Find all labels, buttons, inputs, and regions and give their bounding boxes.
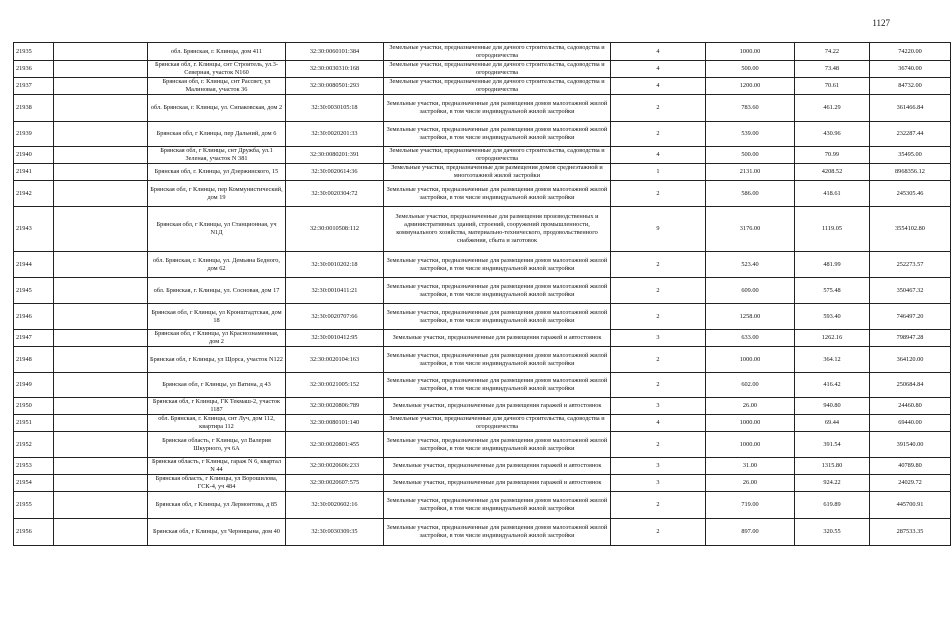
cadastral-number-cell: 32:30:0060101:384 [286, 43, 384, 61]
area-cell: 31.00 [706, 458, 795, 475]
empty-cell [54, 278, 148, 304]
empty-cell [54, 398, 148, 415]
table-row [14, 432, 951, 458]
specific-value-cell: 593.40 [795, 304, 870, 330]
specific-value-cell: 69.44 [795, 415, 870, 432]
empty-cell [54, 147, 148, 164]
table-row [14, 95, 951, 122]
cadastral-number-cell: 32:30:0030310:168 [286, 61, 384, 78]
cadastral-number-cell: 32:30:0080501:293 [286, 78, 384, 95]
specific-value-cell: 73.48 [795, 61, 870, 78]
table-row [14, 278, 951, 304]
area-cell: 1000.00 [706, 43, 795, 61]
land-use-cell: Земельные участки, предназначенные для дачного строительства, садоводства и огородничества [384, 61, 611, 78]
use-group-code-cell: 2 [611, 304, 706, 330]
address-cell: Брянская обл, г Клинцы, пер Дальний, дом 6 [148, 122, 286, 147]
area-cell: 719.00 [706, 492, 795, 519]
table-row [14, 78, 951, 95]
specific-value-cell: 320.55 [795, 519, 870, 546]
cadastral-number-cell: 32:30:0020104:163 [286, 347, 384, 373]
land-use-cell: Земельные участки, предназначенные для размещения гаражей и автостоянок [384, 330, 611, 347]
table-row [14, 398, 951, 415]
cadastral-value-cell: 74220.00 [870, 43, 951, 61]
use-group-code-cell: 4 [611, 43, 706, 61]
record-number-cell: 21948 [14, 347, 54, 373]
cadastral-number-cell: 32:30:0010411:21 [286, 278, 384, 304]
record-number-cell: 21944 [14, 252, 54, 278]
specific-value-cell: 430.96 [795, 122, 870, 147]
empty-cell [54, 304, 148, 330]
area-cell: 500.00 [706, 147, 795, 164]
use-group-code-cell: 3 [611, 458, 706, 475]
land-use-cell: Земельные участки, предназначенные для дачного строительства, садоводства и огородничества [384, 43, 611, 61]
cadastral-value-cell: 245305.46 [870, 181, 951, 207]
empty-cell [54, 519, 148, 546]
specific-value-cell: 416.42 [795, 373, 870, 398]
record-number-cell: 21938 [14, 95, 54, 122]
record-number-cell: 21956 [14, 519, 54, 546]
address-cell: Брянская область, г Клинцы, ул Ворошилова, ГСК-4, уч 484 [148, 475, 286, 492]
cadastral-registry-table [13, 42, 951, 546]
use-group-code-cell: 2 [611, 432, 706, 458]
table-row [14, 347, 951, 373]
address-cell: Брянская обл, г Клинцы, ГК Текмаш-2, участок 1187 [148, 398, 286, 415]
record-number-cell: 21940 [14, 147, 54, 164]
use-group-code-cell: 2 [611, 519, 706, 546]
land-use-cell: Земельные участки, предназначенные для размещения домов малоэтажной жилой застройки, в том числе индивидуальной жилой застройки [384, 95, 611, 122]
address-cell: Брянская обл, г Клинцы, ул Станционная, уч N1Д [148, 207, 286, 252]
area-cell: 523.40 [706, 252, 795, 278]
land-use-cell: Земельные участки, предназначенные для размещения домов малоэтажной жилой застройки, в том числе индивидуальной жилой застройки [384, 432, 611, 458]
record-number-cell: 21949 [14, 373, 54, 398]
empty-cell [54, 458, 148, 475]
use-group-code-cell: 4 [611, 78, 706, 95]
use-group-code-cell: 4 [611, 61, 706, 78]
cadastral-value-cell: 252273.57 [870, 252, 951, 278]
use-group-code-cell: 3 [611, 475, 706, 492]
cadastral-number-cell: 32:30:0020806:789 [286, 398, 384, 415]
empty-cell [54, 43, 148, 61]
specific-value-cell: 940.80 [795, 398, 870, 415]
empty-cell [54, 475, 148, 492]
empty-cell [54, 415, 148, 432]
cadastral-number-cell: 32:30:0080201:391 [286, 147, 384, 164]
land-use-cell: Земельные участки, предназначенные для дачного строительства, садоводства и огородничества [384, 78, 611, 95]
land-use-cell: Земельные участки, предназначенные для размещения домов среднеэтажной и многоэтажной жилой застройки [384, 164, 611, 181]
cadastral-value-cell: 3554102.80 [870, 207, 951, 252]
address-cell: Брянская обл, г Клинцы, ул Лермонтова, д 85 [148, 492, 286, 519]
address-cell: обл. Брянская, г. Клинцы, ул. Сипаковская, дом 2 [148, 95, 286, 122]
page-number: 1127 [872, 18, 890, 28]
cadastral-value-cell: 391540.00 [870, 432, 951, 458]
area-cell: 897.00 [706, 519, 795, 546]
cadastral-value-cell: 69440.00 [870, 415, 951, 432]
cadastral-number-cell: 32:30:0030105:18 [286, 95, 384, 122]
cadastral-value-cell: 24460.80 [870, 398, 951, 415]
empty-cell [54, 347, 148, 373]
land-use-cell: Земельные участки, предназначенные для размещения домов малоэтажной жилой застройки, в том числе индивидуальной жилой застройки [384, 492, 611, 519]
use-group-code-cell: 2 [611, 492, 706, 519]
record-number-cell: 21950 [14, 398, 54, 415]
table-row [14, 415, 951, 432]
land-use-cell: Земельные участки, предназначенные для размещения домов малоэтажной жилой застройки, в том числе индивидуальной жилой застройки [384, 347, 611, 373]
area-cell: 2131.00 [706, 164, 795, 181]
cadastral-number-cell: 32:30:0020304:72 [286, 181, 384, 207]
specific-value-cell: 391.54 [795, 432, 870, 458]
address-cell: Брянская обл, г Клинцы, ул Краснознаменная, дом 2 [148, 330, 286, 347]
land-use-cell: Земельные участки, предназначенные для размещения производственных и административных зданий, строений, сооружений промышленности, коммунального хозяйства, материально-технического, продовольственного снабжения, сбыта и заготовок [384, 207, 611, 252]
record-number-cell: 21945 [14, 278, 54, 304]
record-number-cell: 21941 [14, 164, 54, 181]
use-group-code-cell: 3 [611, 398, 706, 415]
address-cell: Брянская область, г Клинцы, ул Валерия Шкурного, уч 6А [148, 432, 286, 458]
address-cell: Брянская обл, г Клинцы, снт Дружба, ул.1 Зеленая, участок N 381 [148, 147, 286, 164]
use-group-code-cell: 2 [611, 181, 706, 207]
area-cell: 586.00 [706, 181, 795, 207]
record-number-cell: 21954 [14, 475, 54, 492]
empty-cell [54, 492, 148, 519]
table-row [14, 475, 951, 492]
land-use-cell: Земельные участки, предназначенные для размещения домов малоэтажной жилой застройки, в том числе индивидуальной жилой застройки [384, 252, 611, 278]
cadastral-number-cell: 32:30:0010412:95 [286, 330, 384, 347]
cadastral-value-cell: 8968356.12 [870, 164, 951, 181]
record-number-cell: 21953 [14, 458, 54, 475]
area-cell: 3176.00 [706, 207, 795, 252]
table-row [14, 61, 951, 78]
land-use-cell: Земельные участки, предназначенные для размещения гаражей и автостоянок [384, 398, 611, 415]
area-cell: 633.00 [706, 330, 795, 347]
specific-value-cell: 461.29 [795, 95, 870, 122]
empty-cell [54, 95, 148, 122]
table-row [14, 43, 951, 61]
cadastral-number-cell: 32:30:0020707:66 [286, 304, 384, 330]
record-number-cell: 21935 [14, 43, 54, 61]
cadastral-value-cell: 350467.32 [870, 278, 951, 304]
record-number-cell: 21943 [14, 207, 54, 252]
area-cell: 1000.00 [706, 415, 795, 432]
address-cell: Брянская обл, г. Клинцы, ул Дзержинского, 15 [148, 164, 286, 181]
cadastral-value-cell: 287533.35 [870, 519, 951, 546]
table-row [14, 330, 951, 347]
specific-value-cell: 575.48 [795, 278, 870, 304]
empty-cell [54, 61, 148, 78]
address-cell: Брянская обл, г Клинцы, ул Кронштадтская, дом 18 [148, 304, 286, 330]
use-group-code-cell: 4 [611, 415, 706, 432]
specific-value-cell: 70.99 [795, 147, 870, 164]
land-use-cell: Земельные участки, предназначенные для размещения домов малоэтажной жилой застройки, в том числе индивидуальной жилой застройки [384, 181, 611, 207]
use-group-code-cell: 2 [611, 278, 706, 304]
empty-cell [54, 207, 148, 252]
cadastral-value-cell: 798947.28 [870, 330, 951, 347]
cadastral-number-cell: 32:30:0020602:16 [286, 492, 384, 519]
specific-value-cell: 418.61 [795, 181, 870, 207]
cadastral-value-cell: 250684.84 [870, 373, 951, 398]
record-number-cell: 21951 [14, 415, 54, 432]
land-use-cell: Земельные участки, предназначенные для размещения домов малоэтажной жилой застройки, в том числе индивидуальной жилой застройки [384, 373, 611, 398]
table-row [14, 304, 951, 330]
address-cell: обл. Брянская, г. Клинцы, ул. Демьяна Бедного, дом 62 [148, 252, 286, 278]
table-row [14, 458, 951, 475]
empty-cell [54, 181, 148, 207]
area-cell: 609.00 [706, 278, 795, 304]
table-row [14, 519, 951, 546]
cadastral-value-cell: 232287.44 [870, 122, 951, 147]
area-cell: 539.00 [706, 122, 795, 147]
land-use-cell: Земельные участки, предназначенные для дачного строительства, садоводства и огородничества [384, 147, 611, 164]
address-cell: Брянская обл, г Клинцы, ул Щорса, участок N122 [148, 347, 286, 373]
area-cell: 1000.00 [706, 347, 795, 373]
empty-cell [54, 78, 148, 95]
address-cell: Брянская обл, г Клинцы, ул Черницына, дом 40 [148, 519, 286, 546]
area-cell: 1258.00 [706, 304, 795, 330]
cadastral-number-cell: 32:30:0020201:33 [286, 122, 384, 147]
specific-value-cell: 364.12 [795, 347, 870, 373]
use-group-code-cell: 2 [611, 122, 706, 147]
land-use-cell: Земельные участки, предназначенные для размещения гаражей и автостоянок [384, 458, 611, 475]
specific-value-cell: 74.22 [795, 43, 870, 61]
record-number-cell: 21946 [14, 304, 54, 330]
record-number-cell: 21937 [14, 78, 54, 95]
table-row [14, 122, 951, 147]
land-use-cell: Земельные участки, предназначенные для размещения домов малоэтажной жилой застройки, в том числе индивидуальной жилой застройки [384, 304, 611, 330]
specific-value-cell: 481.99 [795, 252, 870, 278]
land-use-cell: Земельные участки, предназначенные для размещения домов малоэтажной жилой застройки, в том числе индивидуальной жилой застройки [384, 122, 611, 147]
cadastral-number-cell: 32:30:0021005:152 [286, 373, 384, 398]
registry-table-body [14, 43, 951, 546]
area-cell: 783.60 [706, 95, 795, 122]
record-number-cell: 21942 [14, 181, 54, 207]
use-group-code-cell: 2 [611, 373, 706, 398]
cadastral-number-cell: 32:30:0020614:36 [286, 164, 384, 181]
area-cell: 1200.00 [706, 78, 795, 95]
area-cell: 26.00 [706, 398, 795, 415]
table-row [14, 207, 951, 252]
cadastral-number-cell: 32:30:0020607:575 [286, 475, 384, 492]
use-group-code-cell: 2 [611, 95, 706, 122]
record-number-cell: 21947 [14, 330, 54, 347]
address-cell: Брянская обл, г Клинцы, пер Коммунистический, дом 19 [148, 181, 286, 207]
table-row [14, 164, 951, 181]
address-cell: Брянская обл, г. Клинцы, снт Рассвет, ул Малиновая, участок 36 [148, 78, 286, 95]
address-cell: обл. Брянская, г. Клинцы, снт Луч, дом 112, квартира 112 [148, 415, 286, 432]
address-cell: Брянская область, г Клинцы, гараж N 6, квартал N 44 [148, 458, 286, 475]
specific-value-cell: 4208.52 [795, 164, 870, 181]
cadastral-number-cell: 32:30:0010202:18 [286, 252, 384, 278]
cadastral-number-cell: 32:30:0030309:35 [286, 519, 384, 546]
area-cell: 500.00 [706, 61, 795, 78]
address-cell: Брянская обл, г. Клинцы, снт Строитель, ул.3-Северная, участок N160 [148, 61, 286, 78]
record-number-cell: 21955 [14, 492, 54, 519]
table-row [14, 147, 951, 164]
land-use-cell: Земельные участки, предназначенные для размещения гаражей и автостоянок [384, 475, 611, 492]
table-row [14, 252, 951, 278]
specific-value-cell: 70.61 [795, 78, 870, 95]
empty-cell [54, 330, 148, 347]
use-group-code-cell: 9 [611, 207, 706, 252]
empty-cell [54, 164, 148, 181]
use-group-code-cell: 3 [611, 330, 706, 347]
address-cell: обл. Брянская, г. Клинцы, дом 411 [148, 43, 286, 61]
land-use-cell: Земельные участки, предназначенные для размещения домов малоэтажной жилой застройки, в том числе индивидуальной жилой застройки [384, 278, 611, 304]
specific-value-cell: 924.22 [795, 475, 870, 492]
empty-cell [54, 373, 148, 398]
cadastral-value-cell: 36740.00 [870, 61, 951, 78]
use-group-code-cell: 4 [611, 147, 706, 164]
use-group-code-cell: 2 [611, 347, 706, 373]
empty-cell [54, 252, 148, 278]
cadastral-value-cell: 361466.84 [870, 95, 951, 122]
cadastral-value-cell: 24029.72 [870, 475, 951, 492]
use-group-code-cell: 1 [611, 164, 706, 181]
empty-cell [54, 122, 148, 147]
cadastral-value-cell: 84732.00 [870, 78, 951, 95]
table-row [14, 373, 951, 398]
address-cell: обл. Брянская, г. Клинцы, ул. Сосновая, дом 17 [148, 278, 286, 304]
record-number-cell: 21939 [14, 122, 54, 147]
cadastral-value-cell: 746497.20 [870, 304, 951, 330]
specific-value-cell: 1119.05 [795, 207, 870, 252]
area-cell: 1000.00 [706, 432, 795, 458]
cadastral-value-cell: 364120.00 [870, 347, 951, 373]
cadastral-value-cell: 35495.00 [870, 147, 951, 164]
record-number-cell: 21936 [14, 61, 54, 78]
land-use-cell: Земельные участки, предназначенные для размещения домов малоэтажной жилой застройки, в том числе индивидуальной жилой застройки [384, 519, 611, 546]
area-cell: 26.00 [706, 475, 795, 492]
specific-value-cell: 1262.16 [795, 330, 870, 347]
specific-value-cell: 619.89 [795, 492, 870, 519]
cadastral-number-cell: 32:30:0010508:112 [286, 207, 384, 252]
specific-value-cell: 1315.80 [795, 458, 870, 475]
empty-cell [54, 432, 148, 458]
cadastral-number-cell: 32:30:0020801:455 [286, 432, 384, 458]
cadastral-value-cell: 445700.91 [870, 492, 951, 519]
address-cell: Брянская обл, г Клинцы, ул Ватина, д 43 [148, 373, 286, 398]
record-number-cell: 21952 [14, 432, 54, 458]
use-group-code-cell: 2 [611, 252, 706, 278]
area-cell: 602.00 [706, 373, 795, 398]
cadastral-value-cell: 40789.80 [870, 458, 951, 475]
table-row [14, 492, 951, 519]
cadastral-number-cell: 32:30:0080101:140 [286, 415, 384, 432]
land-use-cell: Земельные участки, предназначенные для дачного строительства, садоводства и огородничества [384, 415, 611, 432]
table-row [14, 181, 951, 207]
cadastral-number-cell: 32:30:0020606:233 [286, 458, 384, 475]
